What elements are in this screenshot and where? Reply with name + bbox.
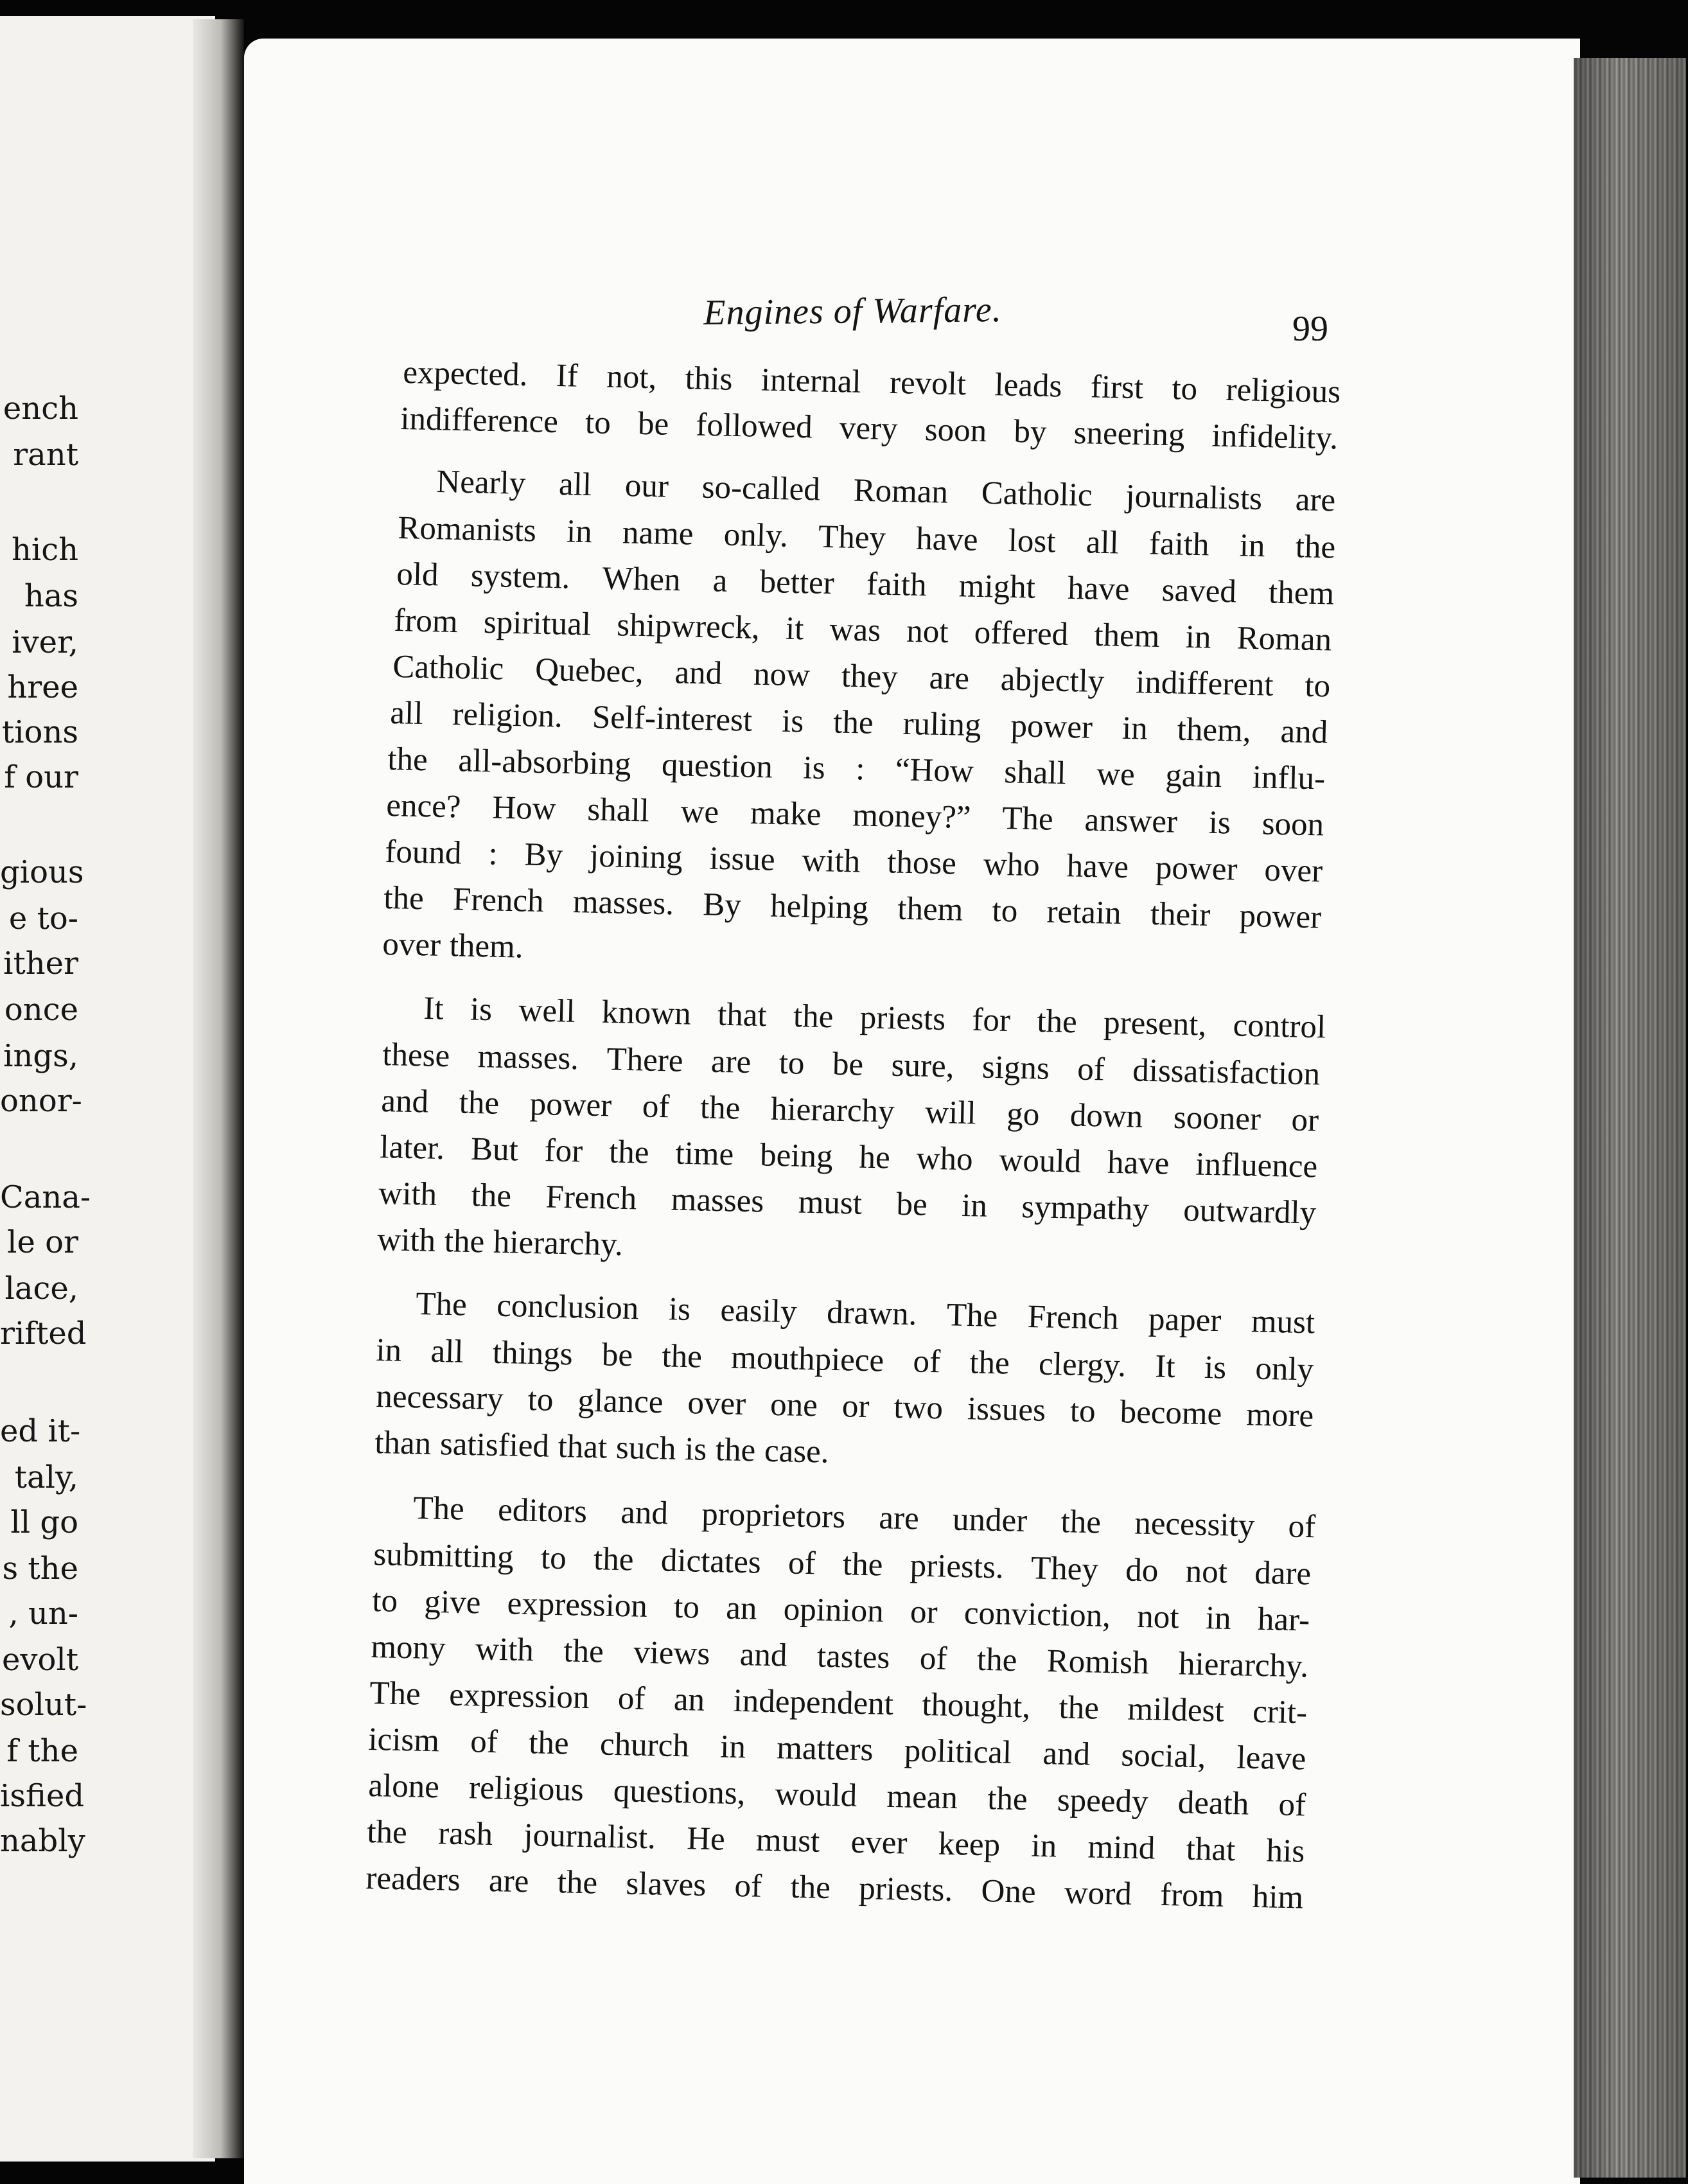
left-page-line: gious (0, 854, 84, 890)
text-line: submitting to the dictates of the priests. They do not dare (373, 1537, 1312, 1592)
left-page-line: tions (1, 714, 78, 750)
text-line: from spiritual shipwreck, it was not offered them in Roman (393, 603, 1332, 658)
text-line: old system. When a better faith might have saved them (396, 556, 1335, 612)
text-line: indifference to be followed very soon by sneering infidelity. (400, 401, 1339, 457)
left-page-line: ll go (10, 1504, 78, 1540)
text-line: The conclusion is easily drawn. The French paper must (415, 1286, 1315, 1341)
left-page-line: f the (6, 1733, 78, 1769)
text-line: necessary to glance over one or two issues to become more (375, 1378, 1314, 1434)
text-line: later. But for the time being he who would have influence (379, 1129, 1318, 1185)
text-line: all religion. Self-interest is the ruling power in them, and (389, 695, 1328, 751)
text-line: The editors and proprietors are under the necessity of (412, 1490, 1316, 1546)
text-line: with the hierarchy. (376, 1222, 624, 1263)
left-page-line: ench (3, 391, 78, 427)
left-page-line: Cana- (0, 1179, 91, 1215)
text-line: in all things be the mouthpiece of the clergy. It is only (375, 1332, 1314, 1388)
text-line: these masses. There are to be sure, signs of dissatisfaction (382, 1037, 1321, 1093)
left-page-line: s the (2, 1551, 78, 1587)
left-page-line: le or (7, 1224, 78, 1260)
page-number: 99 (1292, 309, 1328, 349)
text-line: Nearly all our so-called Roman Catholic journalists are (435, 464, 1336, 519)
left-page-line: nably (0, 1823, 85, 1859)
text-line: and the power of the hierarchy will go down sooner or (380, 1083, 1319, 1139)
text-line: Catholic Quebec, and now they are abjectly indifferent to (392, 649, 1331, 705)
left-page-line: once (4, 992, 78, 1028)
text-line: ence? How shall we make money?” The answer is soon (385, 788, 1324, 843)
left-page-line: ed it- (0, 1413, 81, 1449)
text-line: The expression of an independent thought, the mildest crit- (369, 1675, 1308, 1731)
left-page-line: e to- (8, 901, 78, 937)
text-line: alone religious questions, would mean the speedy death of (367, 1768, 1306, 1824)
left-page-line: onor- (0, 1083, 82, 1119)
text-line: found : By joining issue with those who have power over (384, 834, 1323, 890)
text-line: than satisfied that such is the case. (374, 1425, 830, 1470)
left-page-line: isfied (0, 1778, 85, 1814)
text-line: icism of the church in matters political and social, leave (367, 1722, 1306, 1777)
text-line: the all-absorbing question is : “How shall we gain influ- (387, 741, 1326, 797)
left-page-line: ither (3, 946, 78, 982)
text-line: to give expression to an opinion or conviction, not in har- (371, 1583, 1310, 1639)
text-line: Romanists in name only. They have lost all faith in the (397, 510, 1336, 566)
text-line: the rash journalist. He must ever keep in mind that his (366, 1814, 1305, 1870)
left-page-line: , un- (8, 1596, 78, 1632)
left-page-line: ings, (3, 1038, 78, 1074)
text-line: mony with the views and tastes of the Romish hierarchy. (370, 1629, 1309, 1685)
left-page-line: hree (7, 669, 78, 705)
left-page-line: hich (11, 532, 78, 568)
left-page-line: lace, (4, 1271, 78, 1307)
text-line: expected. If not, this internal revolt leads first to religious (402, 355, 1341, 410)
text-line: It is well known that the priests for the present, control (423, 991, 1326, 1046)
left-page-line: rifted (0, 1316, 87, 1352)
left-page-line: f our (4, 759, 78, 795)
left-page-line: has (24, 578, 78, 614)
text-line: readers are the slaves of the priests. One word from him (365, 1860, 1304, 1916)
left-page-line: evolt (1, 1642, 78, 1678)
text-line: over them. (382, 926, 524, 965)
left-page-line: taly, (14, 1459, 78, 1495)
left-page-line: rant (13, 437, 78, 473)
left-page-line: solut- (0, 1687, 87, 1723)
text-line: with the French masses must be in sympathy outwardly (378, 1176, 1317, 1231)
text-line: the French masses. By helping them to retain their power (383, 880, 1322, 936)
left-page-line: iver, (12, 624, 78, 660)
running-head: Engines of Warfare. (703, 290, 1003, 333)
